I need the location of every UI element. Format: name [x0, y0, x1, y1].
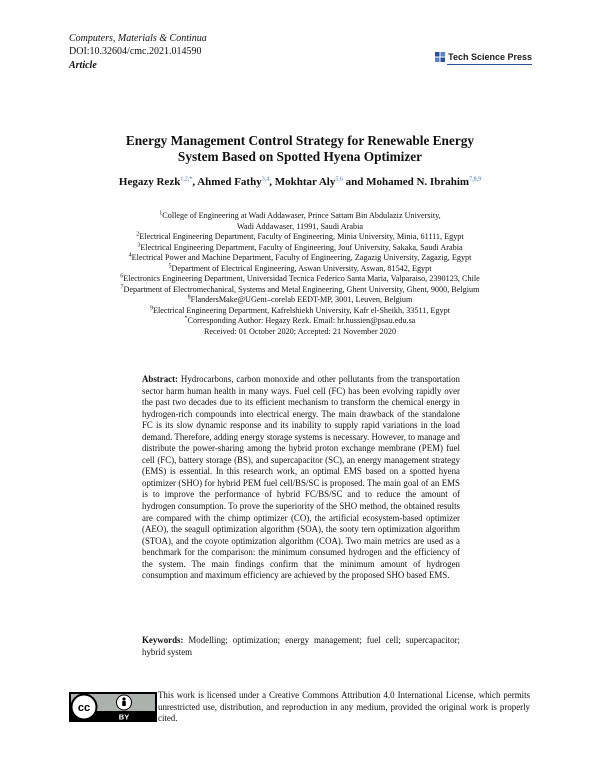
affiliation-line	[60, 274, 540, 285]
cc-glyph: cc	[77, 702, 91, 714]
cc-by-license-badge[interactable]	[69, 692, 157, 722]
author-affil-ref[interactable]: 3,4	[261, 176, 270, 183]
affil-text: Electronics Engineering Department, Universidad Tecnica Federico Santa Maria, Valparaiso, 2390123, Chile	[123, 274, 480, 283]
title-line: System Based on Spotted Hyena Optimizer	[177, 149, 423, 164]
by-label: BY	[118, 712, 130, 722]
article-type: Article	[69, 60, 97, 71]
affiliation-line	[60, 232, 540, 243]
author-affil-ref[interactable]: 5,6	[335, 176, 343, 183]
author-name[interactable]: Mohamed N. Ibrahim	[366, 176, 470, 188]
affil-marker: 8	[187, 294, 191, 301]
affiliations	[60, 211, 540, 337]
affil-text: College of Engineering at Wadi Addawaser, Prince Sattam Bin Abdulaziz University,	[162, 211, 441, 220]
affil-marker: 6	[120, 273, 124, 280]
keywords-label: Keywords:	[142, 635, 184, 645]
affil-marker: 4	[128, 252, 132, 259]
author-list	[60, 176, 540, 188]
affil-marker: 1	[159, 210, 163, 217]
author-name[interactable]: Ahmed Fathy	[197, 176, 262, 188]
affil-text: Electrical Power and Machine Department, Faculty of Engineering, Zagazig University, Zagazig, Egypt	[131, 253, 472, 262]
affil-text: Electrical Engineering Department, Kafrelshiekh University, Kafr el-Sheikh, 33511, Egypt	[152, 305, 450, 315]
corresponding-author	[60, 316, 540, 327]
doi[interactable]: DOI:10.32604/cmc.2021.014590	[69, 46, 202, 57]
affiliation-line	[60, 253, 540, 264]
author-sep: ,	[269, 176, 275, 188]
affil-text: Wadi Addawaser, 11991, Saudi Arabia	[236, 221, 364, 231]
keywords	[142, 635, 460, 658]
author-sep: ,	[192, 176, 198, 188]
publisher-rule	[447, 64, 532, 65]
affil-text: Department of Electromechanical, Systems and Metal Engineering, Ghent University, Ghent, 9000, Belgium	[123, 284, 480, 294]
affiliation-line	[60, 306, 540, 317]
author-affil-ref[interactable]: 7,8,9	[469, 176, 482, 183]
affil-marker: 2	[136, 231, 140, 238]
affiliation-line	[60, 243, 540, 254]
affil-text: Received: 01 October 2020; Accepted: 21 November 2020	[203, 326, 397, 336]
received-accepted-dates	[60, 327, 540, 338]
title-line: Energy Management Control Strategy for Renewable Energy	[125, 133, 475, 148]
author-name[interactable]: Mokhtar Aly	[274, 176, 336, 188]
affil-text: Electrical Engineering Department, Faculty of Engineering, Minia University, Minia, 61111, Egypt	[139, 232, 464, 241]
affiliation-line	[60, 285, 540, 296]
affil-marker: 5	[168, 262, 172, 269]
paper-title	[60, 133, 540, 165]
abstract-label: Abstract:	[142, 374, 178, 384]
publisher-logo	[435, 52, 532, 62]
author-name[interactable]: Hegazy Rezk	[118, 176, 181, 188]
affil-text: Department of Electrical Engineering, Aswan University, Aswan, 81542, Egypt	[171, 263, 432, 273]
by-person-icon	[117, 695, 132, 710]
affil-marker: 9	[149, 304, 153, 311]
keywords-text: Modelling; optimization; energy management; fuel cell; supercapacitor; hybrid system	[142, 635, 461, 657]
affil-text: FlandersMake@UGent–corelab EEDT-MP, 3001, Leuven, Belgium	[190, 295, 413, 304]
license-text: This work is licensed under a Creative Commons Attribution 4.0 International License, which permits unrestricted use, distribution, and reproduction in any medium, provided the original work is properly cited.	[158, 690, 530, 723]
cc-icon	[72, 695, 97, 720]
affiliation-line	[60, 295, 540, 306]
affil-marker: 7	[120, 283, 124, 290]
affiliation-line	[60, 222, 540, 233]
abstract	[142, 374, 460, 582]
affil-text: Electrical Engineering Department, Faculty of Engineering, Jouf University, Sakaka, Saudi Arabia	[140, 242, 463, 252]
author-sep: and	[342, 176, 367, 188]
affiliation-line	[60, 211, 540, 222]
author-affil-ref[interactable]: 1,2,*	[180, 176, 193, 183]
affil-text[interactable]: Corresponding Author: Hegazy Rezk. Email: hr.hussien@psau.edu.sa	[187, 316, 416, 325]
affiliation-line	[60, 264, 540, 275]
publisher-logo-icon	[435, 52, 445, 62]
affil-marker: *	[184, 315, 188, 322]
abstract-text: Hydrocarbons, carbon monoxide and other pollutants from the transportation sector harm human health in many ways. Fuel cell (FC) has been evolving rapidly over the past two decades due to its efficient mechanism to transform the chemical energy in hydrogen-rich compounds into electrical energy. The main drawback of the standalone FC is its slow dynamic response and its inability to supply rapid variations in the load demand. Therefore, adding energy storage systems is necessary. However, to manage and distribute the power-sharing among the hybrid proton exchange membrane (PEM) fuel cell (FC), battery storage (BS), and supercapacitor (SC), an energy management strategy (EMS) is essential. In this research work, an optimal EMS based on a spotted hyena optimizer (SHO) for hybrid PEM fuel cell/BS/SC is proposed. The main goal of an EMS is to improve the performance of hybrid FC/BS/SC and to reduce the amount of hydrogen consumption. To prove the superiority of the SHO method, the obtained results are compared with the chimp optimizer (CO), the artificial ecosystem-based optimizer (AEO), the seagull optimization algorithm (SOA), the sooty tern optimization algorithm (STOA), and the coyote optimization algorithm (COA). Two main metrics are used as a benchmark for the comparison: the minimum consumed hydrogen and the efficiency of the system. The main findings confirm that the minimum amount of hydrogen consumption and maximum efficiency are achieved by the proposed SHO based EMS.	[142, 374, 460, 581]
journal-name: Computers, Materials & Continua	[69, 33, 207, 44]
publisher-name: Tech Science Press	[448, 52, 532, 62]
affil-marker: 3	[137, 241, 141, 248]
